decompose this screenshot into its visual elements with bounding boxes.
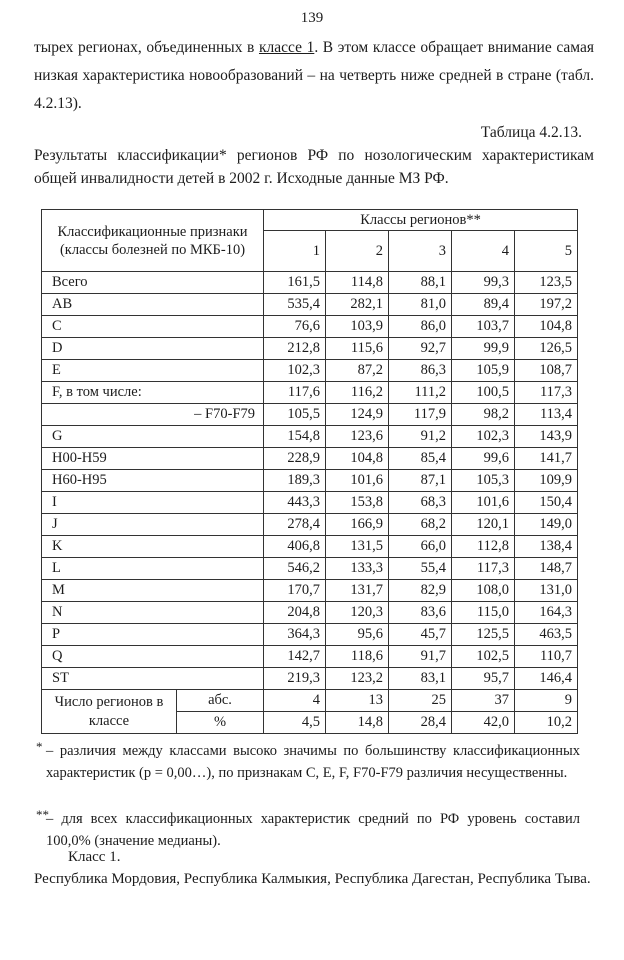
table-row [42, 294, 578, 316]
count-abs-class-3: 25 [389, 690, 452, 712]
table-row [42, 426, 578, 448]
cell-class-4: 115,0 [452, 602, 515, 624]
intro-after: . В этом классе обращает внимание самая низкая характеристика новообразований – на четверть ниже средней в стране (табл. 4.2.13). [34, 39, 594, 112]
table-row [42, 382, 578, 404]
cell-class-4: 125,5 [452, 624, 515, 646]
class-link: классе 1 [258, 39, 315, 56]
cell-class-5: 126,5 [515, 338, 578, 360]
class-number-5: 5 [515, 231, 578, 272]
count-pct-label: % [177, 712, 264, 734]
cell-class-1: 535,4 [264, 294, 326, 316]
cell-class-1: 105,5 [264, 404, 326, 426]
count-abs-class-2: 13 [326, 690, 389, 712]
row-label: H60-H95 [42, 470, 264, 492]
cell-class-5: 197,2 [515, 294, 578, 316]
intro-before: тырех регионах, объединенных в [34, 39, 259, 56]
cell-class-5: 113,4 [515, 404, 578, 426]
cell-class-1: 228,9 [264, 448, 326, 470]
row-label: ST [42, 668, 264, 690]
row-label: M [42, 580, 264, 602]
classification-table [41, 209, 578, 734]
cell-class-4: 112,8 [452, 536, 515, 558]
cell-class-3: 68,3 [389, 492, 452, 514]
cell-class-4: 98,2 [452, 404, 515, 426]
cell-class-4: 89,4 [452, 294, 515, 316]
cell-class-4: 99,6 [452, 448, 515, 470]
cell-class-2: 120,3 [326, 602, 389, 624]
count-abs-class-4: 37 [452, 690, 515, 712]
cell-class-2: 104,8 [326, 448, 389, 470]
cell-class-3: 82,9 [389, 580, 452, 602]
count-abs-row [42, 690, 578, 712]
cell-class-2: 103,9 [326, 316, 389, 338]
cell-class-4: 95,7 [452, 668, 515, 690]
footnote-2-mark: ** [36, 807, 49, 822]
cell-class-5: 117,3 [515, 382, 578, 404]
footnote-1-text: – различия между классами высоко значимы по большинству классификационных характеристик (p = 0,00…), по признакам C, E, F, F70-F79 различия несущественны. [46, 743, 580, 781]
cell-class-2: 131,7 [326, 580, 389, 602]
cell-class-2: 95,6 [326, 624, 389, 646]
cell-class-5: 108,7 [515, 360, 578, 382]
table-row [42, 492, 578, 514]
row-label: J [42, 514, 264, 536]
cell-class-2: 153,8 [326, 492, 389, 514]
table-row [42, 448, 578, 470]
class-number-2: 2 [326, 231, 389, 272]
cell-class-1: 142,7 [264, 646, 326, 668]
table-row [42, 580, 578, 602]
cell-class-5: 123,5 [515, 272, 578, 294]
cell-class-5: 131,0 [515, 580, 578, 602]
row-label: K [42, 536, 264, 558]
count-label: Число регионов в классе [42, 690, 177, 734]
cell-class-2: 123,2 [326, 668, 389, 690]
cell-class-5: 148,7 [515, 558, 578, 580]
count-pct-class-5: 10,2 [515, 712, 578, 734]
cell-class-1: 204,8 [264, 602, 326, 624]
count-pct-class-1: 4,5 [264, 712, 326, 734]
cell-class-2: 118,6 [326, 646, 389, 668]
row-label: L [42, 558, 264, 580]
cell-class-4: 108,0 [452, 580, 515, 602]
cell-class-2: 87,2 [326, 360, 389, 382]
class-number-3: 3 [389, 231, 452, 272]
cell-class-3: 111,2 [389, 382, 452, 404]
page-number: 139 [300, 10, 324, 26]
count-pct-class-2: 14,8 [326, 712, 389, 734]
cell-class-1: 364,3 [264, 624, 326, 646]
row-label: Q [42, 646, 264, 668]
row-label: I [42, 492, 264, 514]
row-label: N [42, 602, 264, 624]
cell-class-4: 99,9 [452, 338, 515, 360]
cell-class-5: 138,4 [515, 536, 578, 558]
row-label: G [42, 426, 264, 448]
cell-class-1: 154,8 [264, 426, 326, 448]
cell-class-5: 150,4 [515, 492, 578, 514]
header-classes: Классы регионов** [264, 210, 578, 231]
cell-class-2: 282,1 [326, 294, 389, 316]
cell-class-1: 161,5 [264, 272, 326, 294]
footnote-2-text: – для всех классификационных характеристик средний по РФ уровень составил 100,0% (значение медианы). [46, 811, 580, 849]
cell-class-3: 91,2 [389, 426, 452, 448]
table-row [42, 514, 578, 536]
class-number-1: 1 [264, 231, 326, 272]
cell-class-4: 102,5 [452, 646, 515, 668]
cell-class-1: 189,3 [264, 470, 326, 492]
cell-class-2: 166,9 [326, 514, 389, 536]
row-label: C [42, 316, 264, 338]
table-row [42, 646, 578, 668]
table-row [42, 624, 578, 646]
count-abs-class-1: 4 [264, 690, 326, 712]
count-abs-class-5: 9 [515, 690, 578, 712]
cell-class-1: 443,3 [264, 492, 326, 514]
cell-class-1: 212,8 [264, 338, 326, 360]
cell-class-3: 91,7 [389, 646, 452, 668]
cell-class-3: 83,6 [389, 602, 452, 624]
table-row [42, 668, 578, 690]
footnote-1 [36, 739, 580, 784]
table-row [42, 536, 578, 558]
cell-class-3: 66,0 [389, 536, 452, 558]
cell-class-3: 88,1 [389, 272, 452, 294]
cell-class-4: 100,5 [452, 382, 515, 404]
class-number-4: 4 [452, 231, 515, 272]
cell-class-2: 124,9 [326, 404, 389, 426]
cell-class-3: 83,1 [389, 668, 452, 690]
table-row [42, 272, 578, 294]
cell-class-2: 131,5 [326, 536, 389, 558]
cell-class-1: 546,2 [264, 558, 326, 580]
cell-class-4: 102,3 [452, 426, 515, 448]
cell-class-3: 86,0 [389, 316, 452, 338]
cell-class-5: 164,3 [515, 602, 578, 624]
row-label: – F70-F79 [42, 404, 264, 426]
cell-class-4: 105,9 [452, 360, 515, 382]
cell-class-1: 278,4 [264, 514, 326, 536]
row-label: F, в том числе: [42, 382, 264, 404]
cell-class-3: 45,7 [389, 624, 452, 646]
cell-class-1: 219,3 [264, 668, 326, 690]
cell-class-5: 109,9 [515, 470, 578, 492]
cell-class-5: 143,9 [515, 426, 578, 448]
cell-class-3: 85,4 [389, 448, 452, 470]
cell-class-4: 101,6 [452, 492, 515, 514]
cell-class-3: 81,0 [389, 294, 452, 316]
cell-class-4: 120,1 [452, 514, 515, 536]
cell-class-2: 123,6 [326, 426, 389, 448]
cell-class-3: 92,7 [389, 338, 452, 360]
count-pct-class-4: 42,0 [452, 712, 515, 734]
table-row [42, 360, 578, 382]
row-label: E [42, 360, 264, 382]
intro-paragraph [34, 34, 594, 118]
cell-class-1: 76,6 [264, 316, 326, 338]
row-label: D [42, 338, 264, 360]
class-heading: Класс 1. [68, 849, 121, 865]
cell-class-5: 141,7 [515, 448, 578, 470]
row-label: Всего [42, 272, 264, 294]
cell-class-3: 87,1 [389, 470, 452, 492]
cell-class-1: 406,8 [264, 536, 326, 558]
cell-class-1: 170,7 [264, 580, 326, 602]
table-title: Таблица 4.2.13. [480, 124, 582, 141]
cell-class-2: 115,6 [326, 338, 389, 360]
cell-class-3: 55,4 [389, 558, 452, 580]
table-row [42, 470, 578, 492]
cell-class-4: 105,3 [452, 470, 515, 492]
row-label: P [42, 624, 264, 646]
footnote-2 [36, 807, 580, 852]
regions-list: Республика Мордовия, Республика Калмыкия, Республика Дагестан, Республика Тыва. [34, 871, 591, 887]
table-row [42, 602, 578, 624]
header-criteria: Классификационные признаки (классы болезней по МКБ-10) [42, 210, 264, 272]
cell-class-5: 149,0 [515, 514, 578, 536]
cell-class-5: 110,7 [515, 646, 578, 668]
table-row [42, 338, 578, 360]
cell-class-3: 117,9 [389, 404, 452, 426]
cell-class-2: 114,8 [326, 272, 389, 294]
cell-class-2: 116,2 [326, 382, 389, 404]
cell-class-1: 117,6 [264, 382, 326, 404]
count-pct-class-3: 28,4 [389, 712, 452, 734]
cell-class-5: 146,4 [515, 668, 578, 690]
cell-class-3: 86,3 [389, 360, 452, 382]
cell-class-2: 133,3 [326, 558, 389, 580]
table-caption: Результаты классификации* регионов РФ по нозологическим характеристикам общей инвалидности детей в 2002 г. Исходные данные МЗ РФ. [34, 147, 594, 187]
row-label: H00-H59 [42, 448, 264, 470]
cell-class-5: 463,5 [515, 624, 578, 646]
cell-class-4: 103,7 [452, 316, 515, 338]
cell-class-4: 117,3 [452, 558, 515, 580]
cell-class-2: 101,6 [326, 470, 389, 492]
cell-class-5: 104,8 [515, 316, 578, 338]
table-row [42, 316, 578, 338]
cell-class-3: 68,2 [389, 514, 452, 536]
table-row [42, 558, 578, 580]
count-abs-label: абс. [177, 690, 264, 712]
footnote-1-mark: * [36, 739, 43, 754]
cell-class-4: 99,3 [452, 272, 515, 294]
row-label: AB [42, 294, 264, 316]
cell-class-1: 102,3 [264, 360, 326, 382]
table-row [42, 404, 578, 426]
